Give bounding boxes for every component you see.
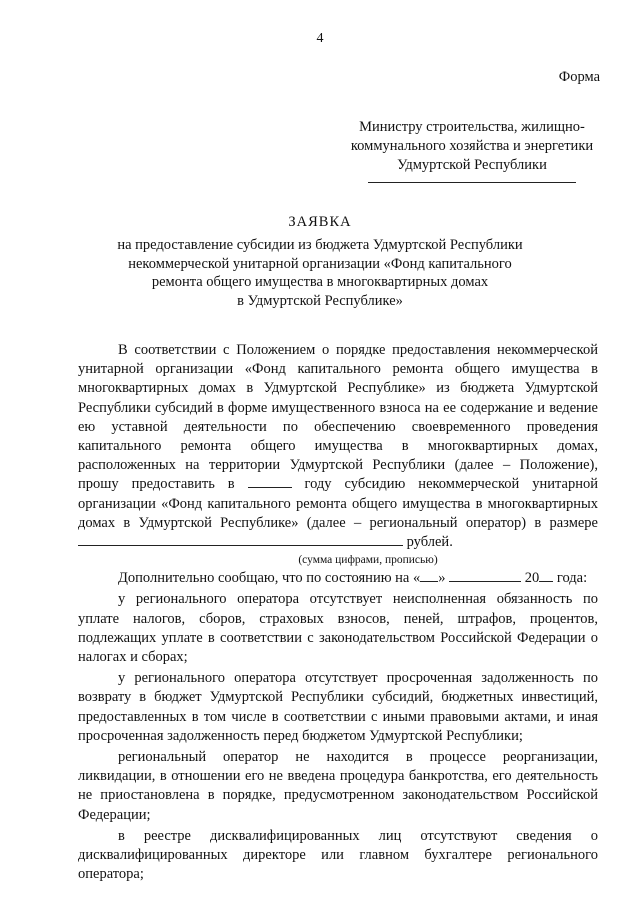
- paragraph-text: »: [438, 570, 446, 587]
- subtitle-line: в Удмуртской Республике»: [237, 292, 403, 309]
- addressee-line: коммунального хозяйства и энергетики: [350, 138, 594, 154]
- subtitle-line: некоммерческой унитарной организации «Фонд капитального: [128, 255, 512, 272]
- form-label: Форма: [558, 69, 600, 85]
- body-paragraph: у регионального оператора отсутствует просроченная задолженность по возврату в бюджет Удмуртской Республики субсидий, бюджетных инвестиций, предоставленных в том числе в соответствии с иными правовыми актами, и иная просроченная задолженность перед бюджетом Удмуртской Республики;: [78, 670, 598, 744]
- addressee-line: Удмуртской Республики: [397, 157, 547, 173]
- body-paragraph: региональный оператор не находится в процессе реорганизации, ликвидации, в отношении его не введена процедура банкротства, его деятельность не приостановлена в порядке, предусмотренном законодательством Российской Федерации;: [78, 749, 598, 823]
- year-prefix: 20: [524, 570, 540, 587]
- month-blank: [449, 569, 521, 582]
- addressee-block: [334, 118, 610, 183]
- day-blank: [420, 569, 438, 582]
- addressee-line: Министру строительства, жилищно-: [359, 119, 585, 135]
- document-body: [78, 341, 598, 884]
- year-blank: [248, 475, 292, 488]
- signature-line: [368, 182, 576, 183]
- amount-blank: [78, 533, 403, 546]
- paragraph-text: года:: [556, 570, 588, 587]
- paragraph-text: году субсидию некоммерческой унитарной организации «Фонд капитального ремонта общего имущества в многоквартирных домах в Удмуртской Республике» (далее – региональный оператор) в размере: [78, 476, 598, 531]
- subtitle-line: на предоставление субсидии из бюджета Удмуртской Республики: [117, 237, 523, 253]
- body-paragraph: у регионального оператора отсутствует неисполненная обязанность по уплате налогов, сборов, страховых взносов, пеней, штрафов, процентов, подлежащих уплате в соответствии с законодательством Российской Федерации о налогах и сборах;: [78, 591, 598, 666]
- amount-hint: (сумма цифрами, прописью): [298, 554, 438, 567]
- document-title: ЗАЯВКА: [288, 214, 352, 230]
- body-paragraph: [78, 341, 598, 552]
- body-paragraph: [78, 569, 598, 588]
- body-paragraph: в реестре дисквалифицированных лиц отсутствуют сведения о дисквалифицированных директоре или главном бухгалтере регионального оператора;: [78, 827, 598, 883]
- paragraph-text: рублей.: [406, 534, 453, 551]
- paragraph-text: В соответствии с Положением о порядке предоставления некоммерческой унитарной организации «Фонд капитального ремонта общего имущества в многоквартирных домах в Удмуртской Республике» из бюджета Удмуртской Республики субсидий в форме имущественного взноса на ее содержание и ведение ею уставной деятельности по обеспечению своевременного проведения капитального ремонта общего имущества в многоквартирных домах, расположенных на территории Удмуртской Республики (далее – Положение), прошу предоставить в: [78, 342, 598, 493]
- paragraph-text: Дополнительно сообщаю, что по состоянию на «: [118, 570, 421, 587]
- year-suffix-blank: [539, 569, 553, 582]
- subtitle-line: ремонта общего имущества в многоквартирных домах: [151, 274, 489, 290]
- page-number: 4: [316, 31, 324, 46]
- document-subtitle: [70, 236, 570, 310]
